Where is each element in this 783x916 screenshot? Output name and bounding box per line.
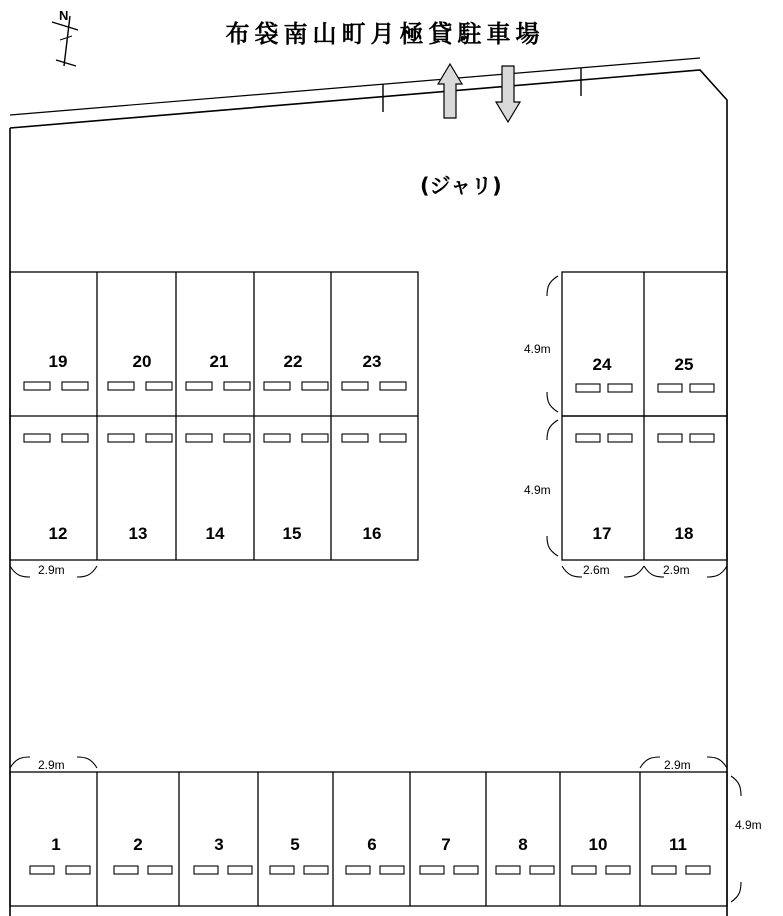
stall-label-23: 23 (362, 352, 382, 371)
stall-label-6: 6 (367, 835, 377, 854)
stall-label-7: 7 (441, 835, 451, 854)
stall-label-16: 16 (362, 524, 382, 543)
stall-label-15: 15 (282, 524, 302, 543)
stall-label-11: 11 (669, 835, 687, 854)
wheel-stop-marks-bottom (30, 866, 710, 874)
dimension-bracket-right-depth (547, 276, 558, 556)
page-title: 布袋南山町月極貸駐車場 (225, 20, 545, 48)
stall-label-25: 25 (674, 355, 694, 374)
dimension-label-24-depth: 4.9m (524, 342, 551, 356)
stall-label-17: 17 (592, 524, 612, 543)
dimension-label-bottom-left-width: 2.9m (38, 758, 65, 772)
stall-label-24: 24 (592, 355, 612, 374)
stall-label-3: 3 (214, 835, 224, 854)
compass-icon (52, 16, 78, 66)
stall-label-21: 21 (209, 352, 229, 371)
surface-type-label: (ジャリ) (420, 174, 502, 198)
stall-label-20: 20 (132, 352, 152, 371)
wheel-stop-marks-top-left-upper (24, 382, 406, 390)
stall-label-13: 13 (128, 524, 148, 543)
wheel-stop-marks-right-upper (576, 384, 714, 392)
road-edge-line (10, 58, 700, 115)
dimension-label-bottom-depth: 4.9m (735, 818, 762, 832)
stall-label-12: 12 (48, 524, 68, 543)
stall-label-19: 19 (48, 352, 68, 371)
dimension-bracket-bottom (10, 757, 741, 902)
entrance-tick-marks (383, 68, 581, 112)
stall-label-8: 8 (518, 835, 528, 854)
dimension-label-17-depth: 4.9m (524, 483, 551, 497)
stall-label-14: 14 (205, 524, 225, 543)
wheel-stop-marks-right-lower (576, 434, 714, 442)
dimension-label-bottom-right-width: 2.9m (664, 758, 691, 772)
dimension-label-left-top-width: 2.9m (38, 563, 65, 577)
stall-label-18: 18 (674, 524, 694, 543)
site-boundary (10, 70, 727, 916)
stall-label-5: 5 (290, 835, 300, 854)
wheel-stop-marks-top-left-lower (24, 434, 406, 442)
stall-block-top-left (10, 272, 418, 560)
dimension-label-18-width: 2.9m (663, 563, 690, 577)
stall-label-22: 22 (283, 352, 303, 371)
stall-label-10: 10 (588, 835, 608, 854)
dimension-label-17-width: 2.6m (583, 563, 610, 577)
stall-label-2: 2 (133, 835, 143, 854)
compass-north-label: N (59, 8, 69, 23)
stall-block-top-right (562, 272, 727, 560)
stall-label-1: 1 (51, 835, 61, 854)
